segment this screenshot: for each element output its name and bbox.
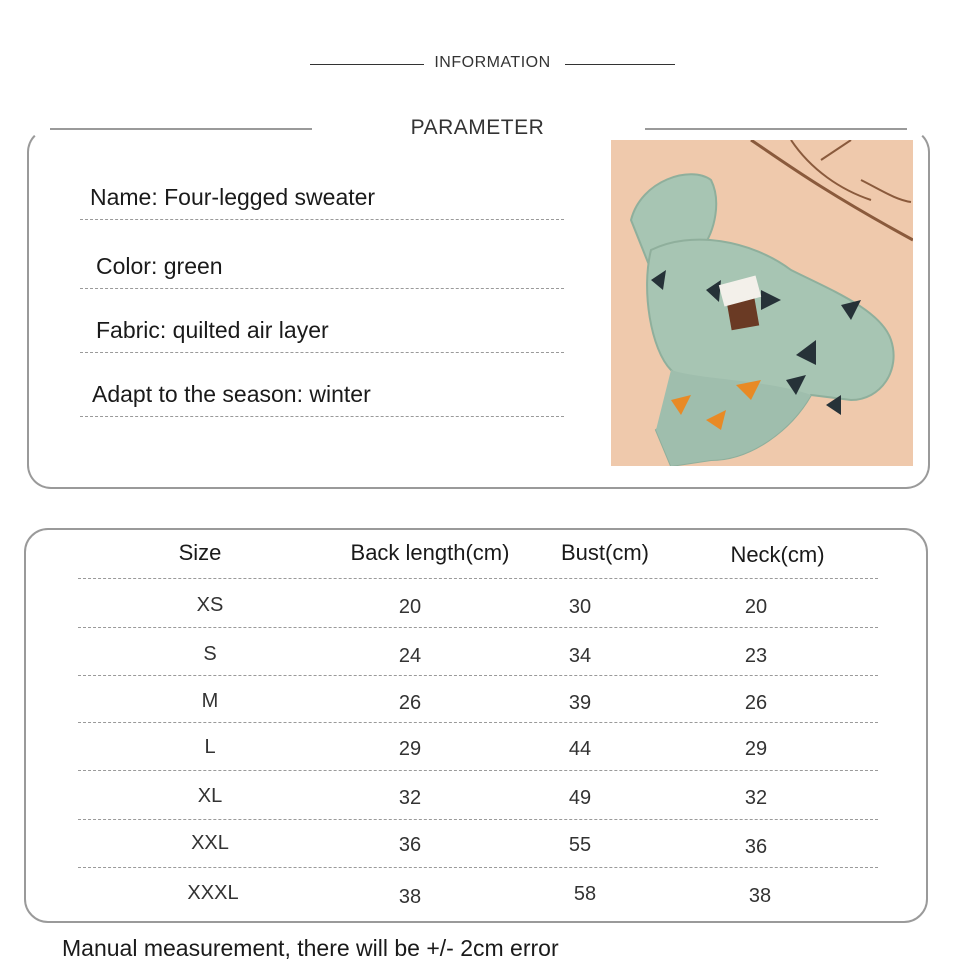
cell-neck: 23	[744, 645, 768, 667]
parameter-rule-left	[50, 128, 312, 130]
param-season: Adapt to the season: winter	[92, 381, 371, 407]
header-bust: Bust(cm)	[561, 540, 649, 565]
cell-bust: 39	[568, 692, 592, 714]
cell-bust: 55	[568, 834, 592, 856]
cell-back-length: 24	[398, 645, 422, 667]
cell-neck: 36	[744, 836, 768, 858]
cell-bust: 58	[573, 883, 597, 905]
cell-bust: 49	[568, 787, 592, 809]
header-back-length: Back length(cm)	[350, 540, 510, 565]
table-divider	[78, 578, 878, 579]
cell-neck: 38	[748, 885, 772, 907]
table-divider	[78, 675, 878, 676]
param-name-row	[80, 184, 564, 220]
cell-bust: 34	[568, 645, 592, 667]
cell-size: XXXL	[187, 882, 239, 904]
cell-size: XL	[197, 785, 223, 807]
header-neck: Neck(cm)	[730, 542, 825, 567]
table-divider	[78, 770, 878, 771]
cell-back-length: 26	[398, 692, 422, 714]
table-divider	[78, 819, 878, 820]
cell-back-length: 20	[398, 596, 422, 618]
table-divider	[78, 867, 878, 868]
cell-back-length: 29	[398, 738, 422, 760]
measurement-note: Manual measurement, there will be +/- 2cm error	[62, 935, 559, 961]
param-color-row	[80, 253, 564, 289]
cell-back-length: 36	[398, 834, 422, 856]
cell-neck: 26	[744, 692, 768, 714]
table-divider	[78, 722, 878, 723]
cell-back-length: 38	[398, 886, 422, 908]
cell-bust: 44	[568, 738, 592, 760]
cell-neck: 32	[744, 787, 768, 809]
param-name: Name: Four-legged sweater	[90, 184, 376, 210]
cell-size: XXL	[191, 832, 229, 854]
cell-size: M	[201, 690, 219, 712]
pet-jumpsuit-icon	[611, 140, 913, 466]
parameter-heading: PARAMETER	[410, 116, 545, 139]
parameter-rule-right	[645, 128, 907, 130]
product-photo	[611, 140, 913, 466]
cell-neck: 29	[744, 738, 768, 760]
cell-back-length: 32	[398, 787, 422, 809]
param-color: Color: green	[96, 253, 223, 279]
information-rule-right	[565, 64, 675, 65]
param-fabric: Fabric: quilted air layer	[96, 317, 329, 343]
cell-size: S	[203, 643, 217, 665]
cell-bust: 30	[568, 596, 592, 618]
header-size: Size	[178, 540, 222, 565]
param-fabric-row	[80, 317, 564, 353]
cell-size: XS	[196, 594, 224, 616]
cell-neck: 20	[744, 596, 768, 618]
size-table-box	[24, 528, 928, 923]
table-divider	[78, 627, 878, 628]
cell-size: L	[204, 736, 216, 758]
information-heading: INFORMATION	[434, 54, 551, 71]
param-season-row	[80, 381, 564, 417]
